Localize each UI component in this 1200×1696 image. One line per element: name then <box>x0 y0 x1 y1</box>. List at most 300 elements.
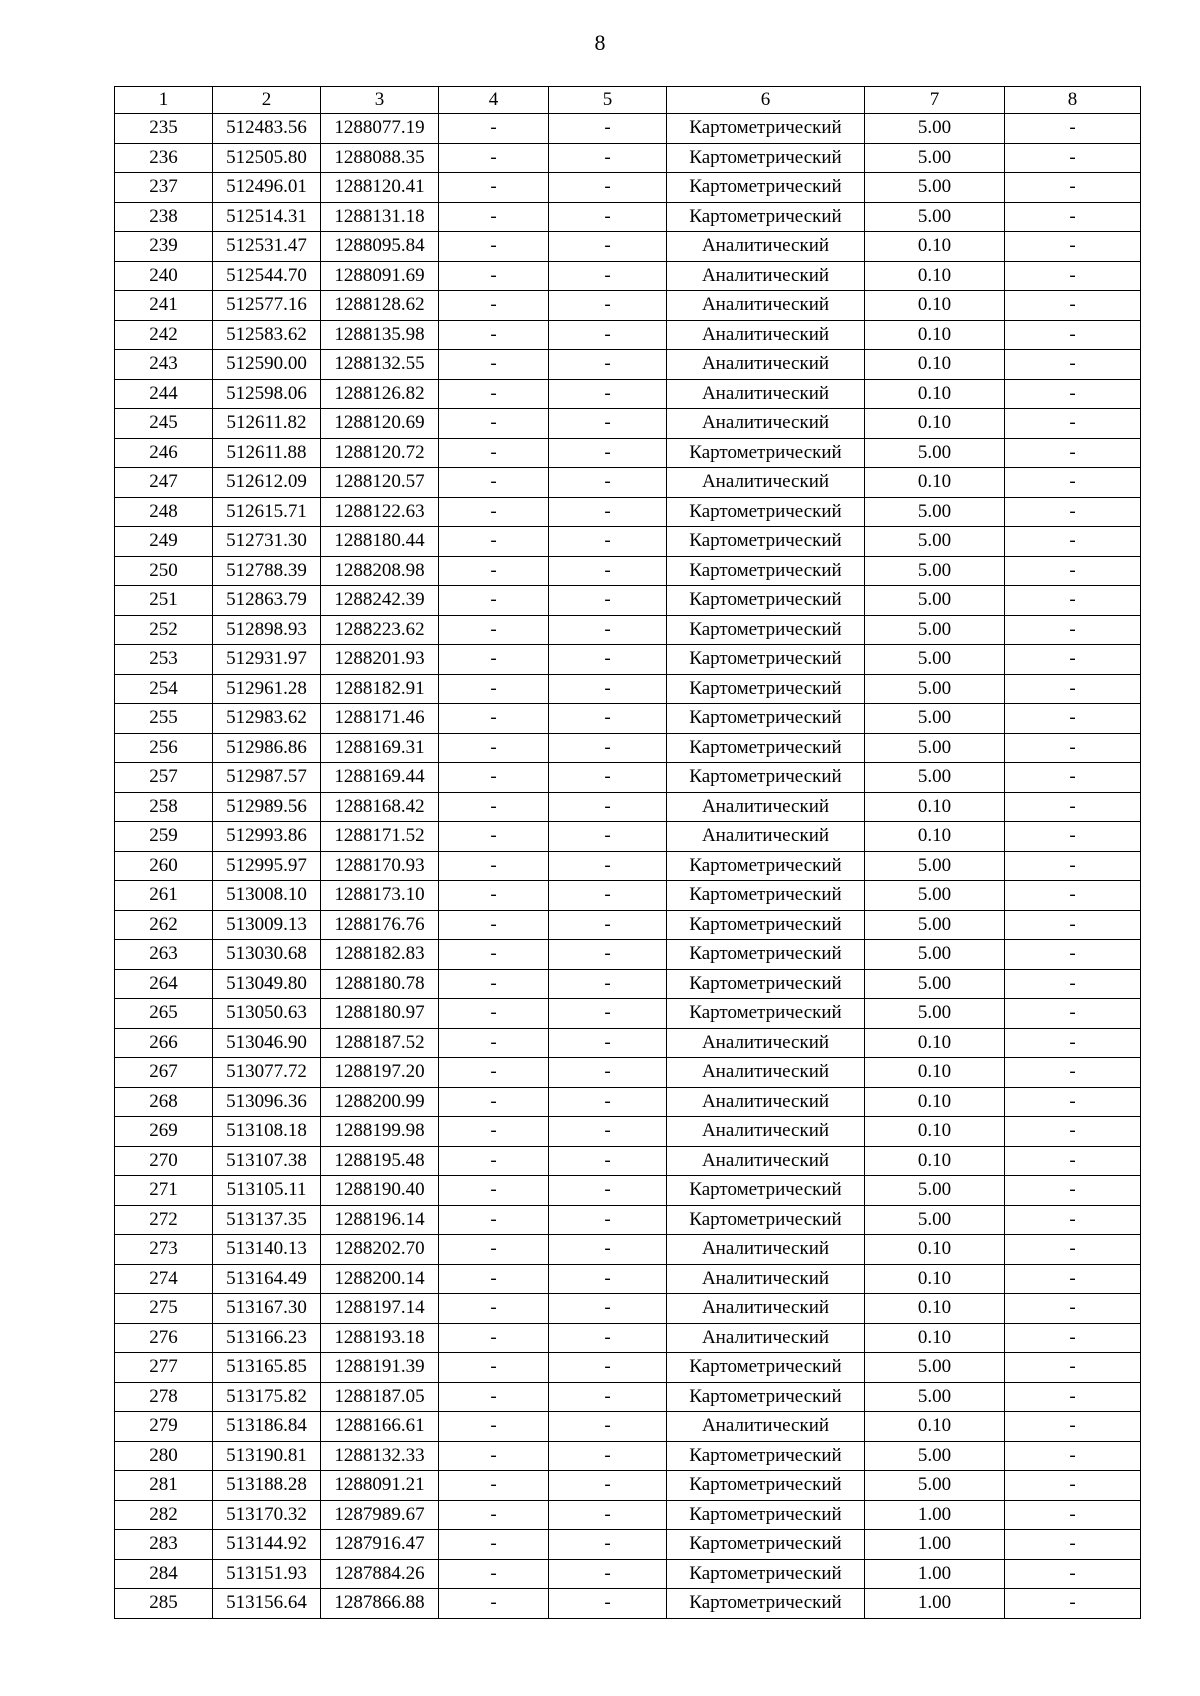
col8-cell: - <box>1005 1412 1141 1442</box>
col5-cell: - <box>549 527 667 557</box>
col4-cell: - <box>439 1264 549 1294</box>
col4-cell: - <box>439 1382 549 1412</box>
x-coordinate-cell: 513144.92 <box>213 1530 321 1560</box>
col4-cell: - <box>439 350 549 380</box>
col5-cell: - <box>549 645 667 675</box>
point-number-cell: 261 <box>115 881 213 911</box>
col4-cell: - <box>439 1176 549 1206</box>
method-cell: Аналитический <box>667 1264 865 1294</box>
col8-cell: - <box>1005 910 1141 940</box>
method-cell: Аналитический <box>667 1294 865 1324</box>
table-row <box>115 379 1141 409</box>
y-coordinate-cell: 1288242.39 <box>321 586 439 616</box>
point-number-cell: 255 <box>115 704 213 734</box>
point-number-cell: 248 <box>115 497 213 527</box>
point-number-cell: 285 <box>115 1589 213 1619</box>
table-row <box>115 999 1141 1029</box>
x-coordinate-cell: 513137.35 <box>213 1205 321 1235</box>
y-coordinate-cell: 1288180.44 <box>321 527 439 557</box>
x-coordinate-cell: 512898.93 <box>213 615 321 645</box>
point-number-cell: 277 <box>115 1353 213 1383</box>
table-row <box>115 645 1141 675</box>
accuracy-cell: 0.10 <box>865 320 1005 350</box>
x-coordinate-cell: 512577.16 <box>213 291 321 321</box>
point-number-cell: 284 <box>115 1559 213 1589</box>
method-cell: Картометрический <box>667 438 865 468</box>
table-row <box>115 1146 1141 1176</box>
table-row <box>115 1205 1141 1235</box>
method-cell: Картометрический <box>667 1441 865 1471</box>
col4-cell: - <box>439 674 549 704</box>
method-cell: Аналитический <box>667 1028 865 1058</box>
accuracy-cell: 5.00 <box>865 1382 1005 1412</box>
y-coordinate-cell: 1288120.69 <box>321 409 439 439</box>
col4-cell: - <box>439 1471 549 1501</box>
accuracy-cell: 0.10 <box>865 1028 1005 1058</box>
col5-cell: - <box>549 792 667 822</box>
table-row <box>115 1412 1141 1442</box>
table-row <box>115 1087 1141 1117</box>
point-number-cell: 272 <box>115 1205 213 1235</box>
col5-cell: - <box>549 409 667 439</box>
y-coordinate-cell: 1288195.48 <box>321 1146 439 1176</box>
table-row <box>115 1500 1141 1530</box>
col5-cell: - <box>549 497 667 527</box>
col8-cell: - <box>1005 1530 1141 1560</box>
accuracy-cell: 0.10 <box>865 1264 1005 1294</box>
x-coordinate-cell: 512993.86 <box>213 822 321 852</box>
method-cell: Аналитический <box>667 291 865 321</box>
accuracy-cell: 5.00 <box>865 1441 1005 1471</box>
col5-cell: - <box>549 969 667 999</box>
y-coordinate-cell: 1288088.35 <box>321 143 439 173</box>
y-coordinate-cell: 1288201.93 <box>321 645 439 675</box>
col4-cell: - <box>439 143 549 173</box>
coordinates-table <box>114 86 1141 1619</box>
method-cell: Картометрический <box>667 173 865 203</box>
col8-cell: - <box>1005 999 1141 1029</box>
point-number-cell: 251 <box>115 586 213 616</box>
col4-cell: - <box>439 261 549 291</box>
y-coordinate-cell: 1288132.55 <box>321 350 439 380</box>
x-coordinate-cell: 512983.62 <box>213 704 321 734</box>
col4-cell: - <box>439 969 549 999</box>
col5-cell: - <box>549 1441 667 1471</box>
method-cell: Аналитический <box>667 1235 865 1265</box>
col8-cell: - <box>1005 320 1141 350</box>
table-row <box>115 173 1141 203</box>
col4-cell: - <box>439 232 549 262</box>
col8-cell: - <box>1005 1205 1141 1235</box>
y-coordinate-cell: 1288190.40 <box>321 1176 439 1206</box>
accuracy-cell: 5.00 <box>865 851 1005 881</box>
point-number-cell: 271 <box>115 1176 213 1206</box>
x-coordinate-cell: 513188.28 <box>213 1471 321 1501</box>
y-coordinate-cell: 1288120.41 <box>321 173 439 203</box>
col8-cell: - <box>1005 1146 1141 1176</box>
col5-cell: - <box>549 1028 667 1058</box>
method-cell: Картометрический <box>667 1589 865 1619</box>
col5-cell: - <box>549 320 667 350</box>
x-coordinate-cell: 512505.80 <box>213 143 321 173</box>
col8-cell: - <box>1005 1441 1141 1471</box>
method-cell: Картометрический <box>667 114 865 144</box>
y-coordinate-cell: 1288182.91 <box>321 674 439 704</box>
col4-cell: - <box>439 1530 549 1560</box>
table-row <box>115 320 1141 350</box>
accuracy-cell: 5.00 <box>865 1176 1005 1206</box>
accuracy-cell: 5.00 <box>865 173 1005 203</box>
point-number-cell: 263 <box>115 940 213 970</box>
table-row <box>115 556 1141 586</box>
x-coordinate-cell: 513167.30 <box>213 1294 321 1324</box>
col5-cell: - <box>549 733 667 763</box>
col8-cell: - <box>1005 527 1141 557</box>
col4-cell: - <box>439 615 549 645</box>
y-coordinate-cell: 1288197.14 <box>321 1294 439 1324</box>
col4-cell: - <box>439 1323 549 1353</box>
col4-cell: - <box>439 1559 549 1589</box>
col4-cell: - <box>439 1441 549 1471</box>
method-cell: Картометрический <box>667 940 865 970</box>
col4-cell: - <box>439 1353 549 1383</box>
accuracy-cell: 0.10 <box>865 822 1005 852</box>
x-coordinate-cell: 513050.63 <box>213 999 321 1029</box>
y-coordinate-cell: 1288135.98 <box>321 320 439 350</box>
col4-cell: - <box>439 1028 549 1058</box>
accuracy-cell: 0.10 <box>865 409 1005 439</box>
y-coordinate-cell: 1288180.97 <box>321 999 439 1029</box>
table-row <box>115 1176 1141 1206</box>
col8-cell: - <box>1005 940 1141 970</box>
col4-cell: - <box>439 202 549 232</box>
col5-cell: - <box>549 261 667 291</box>
accuracy-cell: 5.00 <box>865 615 1005 645</box>
accuracy-cell: 5.00 <box>865 202 1005 232</box>
point-number-cell: 283 <box>115 1530 213 1560</box>
table-row <box>115 940 1141 970</box>
col8-cell: - <box>1005 468 1141 498</box>
method-cell: Картометрический <box>667 1500 865 1530</box>
y-coordinate-cell: 1288180.78 <box>321 969 439 999</box>
x-coordinate-cell: 512987.57 <box>213 763 321 793</box>
col8-cell: - <box>1005 1264 1141 1294</box>
table-row <box>115 1471 1141 1501</box>
x-coordinate-cell: 512544.70 <box>213 261 321 291</box>
accuracy-cell: 0.10 <box>865 1235 1005 1265</box>
method-cell: Аналитический <box>667 1117 865 1147</box>
method-cell: Картометрический <box>667 615 865 645</box>
point-number-cell: 239 <box>115 232 213 262</box>
col5-cell: - <box>549 468 667 498</box>
col4-cell: - <box>439 468 549 498</box>
table-row <box>115 1028 1141 1058</box>
accuracy-cell: 5.00 <box>865 999 1005 1029</box>
col5-cell: - <box>549 1500 667 1530</box>
accuracy-cell: 1.00 <box>865 1589 1005 1619</box>
column-header: 3 <box>321 87 439 114</box>
x-coordinate-cell: 512611.82 <box>213 409 321 439</box>
col4-cell: - <box>439 1146 549 1176</box>
table-row <box>115 910 1141 940</box>
x-coordinate-cell: 512611.88 <box>213 438 321 468</box>
point-number-cell: 243 <box>115 350 213 380</box>
method-cell: Аналитический <box>667 232 865 262</box>
y-coordinate-cell: 1288169.31 <box>321 733 439 763</box>
col8-cell: - <box>1005 1589 1141 1619</box>
accuracy-cell: 5.00 <box>865 586 1005 616</box>
col5-cell: - <box>549 763 667 793</box>
method-cell: Аналитический <box>667 379 865 409</box>
y-coordinate-cell: 1287916.47 <box>321 1530 439 1560</box>
y-coordinate-cell: 1288187.52 <box>321 1028 439 1058</box>
table-row <box>115 674 1141 704</box>
col5-cell: - <box>549 114 667 144</box>
point-number-cell: 256 <box>115 733 213 763</box>
accuracy-cell: 0.10 <box>865 1146 1005 1176</box>
method-cell: Картометрический <box>667 1530 865 1560</box>
col8-cell: - <box>1005 114 1141 144</box>
y-coordinate-cell: 1288122.63 <box>321 497 439 527</box>
col5-cell: - <box>549 674 667 704</box>
y-coordinate-cell: 1288131.18 <box>321 202 439 232</box>
y-coordinate-cell: 1288223.62 <box>321 615 439 645</box>
table-row <box>115 468 1141 498</box>
x-coordinate-cell: 513164.49 <box>213 1264 321 1294</box>
col8-cell: - <box>1005 822 1141 852</box>
col4-cell: - <box>439 1117 549 1147</box>
point-number-cell: 270 <box>115 1146 213 1176</box>
table-row <box>115 881 1141 911</box>
method-cell: Аналитический <box>667 792 865 822</box>
method-cell: Картометрический <box>667 202 865 232</box>
method-cell: Аналитический <box>667 1058 865 1088</box>
point-number-cell: 282 <box>115 1500 213 1530</box>
method-cell: Картометрический <box>667 556 865 586</box>
column-header: 7 <box>865 87 1005 114</box>
x-coordinate-cell: 512531.47 <box>213 232 321 262</box>
x-coordinate-cell: 512590.00 <box>213 350 321 380</box>
col5-cell: - <box>549 1205 667 1235</box>
col5-cell: - <box>549 940 667 970</box>
col4-cell: - <box>439 940 549 970</box>
column-header: 6 <box>667 87 865 114</box>
point-number-cell: 281 <box>115 1471 213 1501</box>
method-cell: Аналитический <box>667 1087 865 1117</box>
point-number-cell: 235 <box>115 114 213 144</box>
col5-cell: - <box>549 1471 667 1501</box>
accuracy-cell: 0.10 <box>865 468 1005 498</box>
point-number-cell: 262 <box>115 910 213 940</box>
x-coordinate-cell: 512995.97 <box>213 851 321 881</box>
accuracy-cell: 5.00 <box>865 733 1005 763</box>
point-number-cell: 240 <box>115 261 213 291</box>
x-coordinate-cell: 513105.11 <box>213 1176 321 1206</box>
col8-cell: - <box>1005 261 1141 291</box>
table-row <box>115 143 1141 173</box>
col5-cell: - <box>549 291 667 321</box>
col5-cell: - <box>549 1353 667 1383</box>
col8-cell: - <box>1005 1087 1141 1117</box>
method-cell: Картометрический <box>667 586 865 616</box>
accuracy-cell: 0.10 <box>865 232 1005 262</box>
col5-cell: - <box>549 704 667 734</box>
table-row <box>115 615 1141 645</box>
table-row <box>115 733 1141 763</box>
col8-cell: - <box>1005 881 1141 911</box>
x-coordinate-cell: 512788.39 <box>213 556 321 586</box>
point-number-cell: 266 <box>115 1028 213 1058</box>
col5-cell: - <box>549 1176 667 1206</box>
col4-cell: - <box>439 733 549 763</box>
col5-cell: - <box>549 1235 667 1265</box>
column-header: 8 <box>1005 87 1141 114</box>
accuracy-cell: 5.00 <box>865 704 1005 734</box>
accuracy-cell: 0.10 <box>865 1117 1005 1147</box>
col5-cell: - <box>549 438 667 468</box>
col4-cell: - <box>439 1589 549 1619</box>
col4-cell: - <box>439 409 549 439</box>
column-header: 4 <box>439 87 549 114</box>
x-coordinate-cell: 512863.79 <box>213 586 321 616</box>
col4-cell: - <box>439 999 549 1029</box>
col8-cell: - <box>1005 1323 1141 1353</box>
x-coordinate-cell: 512496.01 <box>213 173 321 203</box>
col8-cell: - <box>1005 1500 1141 1530</box>
col5-cell: - <box>549 1264 667 1294</box>
accuracy-cell: 5.00 <box>865 438 1005 468</box>
col4-cell: - <box>439 1412 549 1442</box>
col5-cell: - <box>549 586 667 616</box>
x-coordinate-cell: 512514.31 <box>213 202 321 232</box>
accuracy-cell: 0.10 <box>865 1087 1005 1117</box>
table-row <box>115 1382 1141 1412</box>
y-coordinate-cell: 1288200.99 <box>321 1087 439 1117</box>
x-coordinate-cell: 513140.13 <box>213 1235 321 1265</box>
table-row <box>115 350 1141 380</box>
col8-cell: - <box>1005 674 1141 704</box>
col5-cell: - <box>549 143 667 173</box>
point-number-cell: 259 <box>115 822 213 852</box>
col4-cell: - <box>439 704 549 734</box>
col8-cell: - <box>1005 173 1141 203</box>
col5-cell: - <box>549 1382 667 1412</box>
col5-cell: - <box>549 881 667 911</box>
table-row <box>115 1353 1141 1383</box>
point-number-cell: 253 <box>115 645 213 675</box>
table-row <box>115 497 1141 527</box>
point-number-cell: 265 <box>115 999 213 1029</box>
col5-cell: - <box>549 1530 667 1560</box>
x-coordinate-cell: 512598.06 <box>213 379 321 409</box>
point-number-cell: 257 <box>115 763 213 793</box>
col5-cell: - <box>549 851 667 881</box>
method-cell: Аналитический <box>667 468 865 498</box>
page-number: 8 <box>594 30 606 55</box>
table-row <box>115 851 1141 881</box>
table-row <box>115 1264 1141 1294</box>
method-cell: Картометрический <box>667 645 865 675</box>
col5-cell: - <box>549 173 667 203</box>
x-coordinate-cell: 513108.18 <box>213 1117 321 1147</box>
y-coordinate-cell: 1288196.14 <box>321 1205 439 1235</box>
x-coordinate-cell: 513190.81 <box>213 1441 321 1471</box>
accuracy-cell: 5.00 <box>865 497 1005 527</box>
col4-cell: - <box>439 851 549 881</box>
col4-cell: - <box>439 291 549 321</box>
point-number-cell: 267 <box>115 1058 213 1088</box>
x-coordinate-cell: 513166.23 <box>213 1323 321 1353</box>
accuracy-cell: 0.10 <box>865 291 1005 321</box>
col5-cell: - <box>549 556 667 586</box>
col8-cell: - <box>1005 851 1141 881</box>
accuracy-cell: 0.10 <box>865 379 1005 409</box>
table-row <box>115 291 1141 321</box>
accuracy-cell: 5.00 <box>865 969 1005 999</box>
point-number-cell: 258 <box>115 792 213 822</box>
table-row <box>115 409 1141 439</box>
point-number-cell: 273 <box>115 1235 213 1265</box>
y-coordinate-cell: 1288128.62 <box>321 291 439 321</box>
col8-cell: - <box>1005 1559 1141 1589</box>
point-number-cell: 252 <box>115 615 213 645</box>
y-coordinate-cell: 1288173.10 <box>321 881 439 911</box>
col4-cell: - <box>439 822 549 852</box>
x-coordinate-cell: 512483.56 <box>213 114 321 144</box>
col4-cell: - <box>439 1087 549 1117</box>
accuracy-cell: 5.00 <box>865 674 1005 704</box>
y-coordinate-cell: 1288170.93 <box>321 851 439 881</box>
table-row <box>115 704 1141 734</box>
col5-cell: - <box>549 232 667 262</box>
method-cell: Аналитический <box>667 261 865 291</box>
col8-cell: - <box>1005 497 1141 527</box>
y-coordinate-cell: 1288077.19 <box>321 114 439 144</box>
col8-cell: - <box>1005 438 1141 468</box>
x-coordinate-cell: 512986.86 <box>213 733 321 763</box>
point-number-cell: 247 <box>115 468 213 498</box>
accuracy-cell: 1.00 <box>865 1500 1005 1530</box>
y-coordinate-cell: 1288091.69 <box>321 261 439 291</box>
y-coordinate-cell: 1288132.33 <box>321 1441 439 1471</box>
accuracy-cell: 5.00 <box>865 143 1005 173</box>
col8-cell: - <box>1005 704 1141 734</box>
y-coordinate-cell: 1288169.44 <box>321 763 439 793</box>
method-cell: Аналитический <box>667 1412 865 1442</box>
table-row <box>115 586 1141 616</box>
method-cell: Картометрический <box>667 143 865 173</box>
point-number-cell: 280 <box>115 1441 213 1471</box>
point-number-cell: 276 <box>115 1323 213 1353</box>
column-header: 1 <box>115 87 213 114</box>
table-row <box>115 763 1141 793</box>
method-cell: Аналитический <box>667 350 865 380</box>
point-number-cell: 245 <box>115 409 213 439</box>
col8-cell: - <box>1005 1294 1141 1324</box>
col4-cell: - <box>439 1500 549 1530</box>
x-coordinate-cell: 512731.30 <box>213 527 321 557</box>
method-cell: Картометрический <box>667 1205 865 1235</box>
accuracy-cell: 0.10 <box>865 792 1005 822</box>
y-coordinate-cell: 1288200.14 <box>321 1264 439 1294</box>
method-cell: Картометрический <box>667 674 865 704</box>
method-cell: Картометрический <box>667 969 865 999</box>
x-coordinate-cell: 513165.85 <box>213 1353 321 1383</box>
table-row <box>115 1294 1141 1324</box>
x-coordinate-cell: 513170.32 <box>213 1500 321 1530</box>
accuracy-cell: 0.10 <box>865 1412 1005 1442</box>
point-number-cell: 237 <box>115 173 213 203</box>
